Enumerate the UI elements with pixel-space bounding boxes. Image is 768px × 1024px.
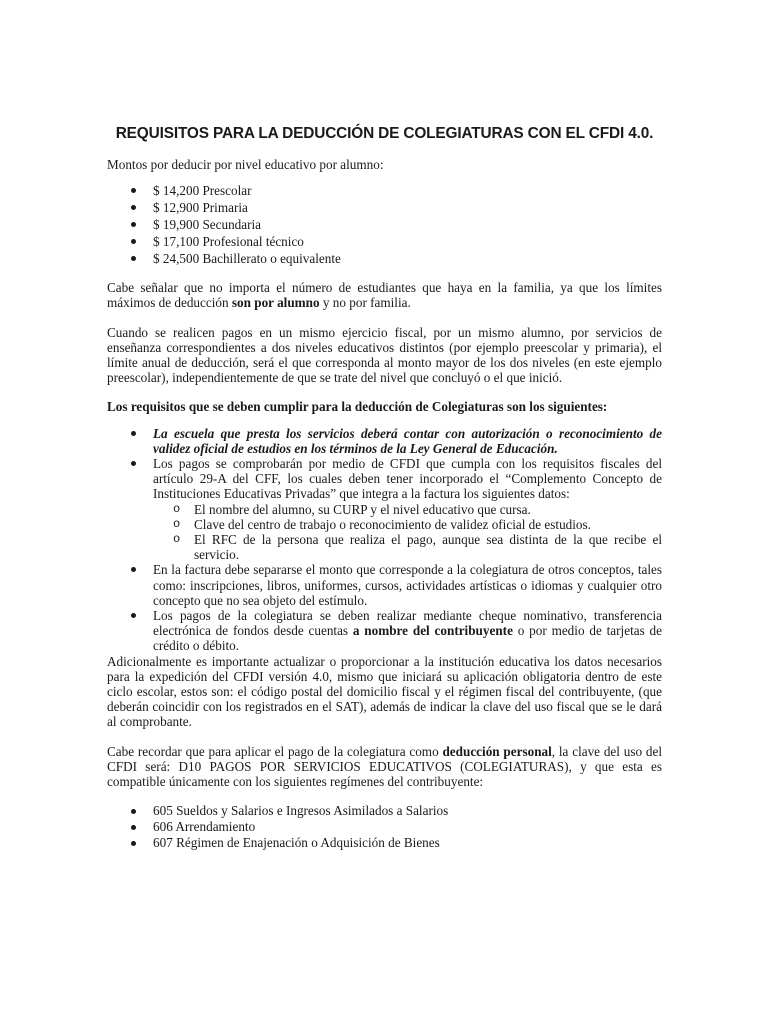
sublist-item: o El RFC de la persona que realiza el pago, aunque sea distinta de la que recibe el servicio. (153, 532, 662, 562)
requirements-list (107, 426, 662, 654)
amounts-intro: Montos por deducir por nivel educativo por alumno: (107, 157, 384, 172)
list-item: $ 19,900 Secundaria (107, 216, 662, 233)
requirement-item (107, 608, 662, 654)
sublist-item: o El nombre del alumno, su CURP y el nivel educativo que cursa. (153, 502, 662, 517)
text-run: y no por familia. (319, 295, 411, 311)
list-item: 607 Régimen de Enajenación o Adquisición de Bienes (107, 835, 662, 851)
emphasis: deducción personal (442, 743, 552, 759)
requirement-item: En la factura debe separarse el monto que corresponde a la colegiatura de otros conceptos, tales como: inscripciones, libros, uniformes, cursos, actividades artísticas o idiomas y cualquier otro concepto que no sea objeto del estímulo. (107, 562, 662, 608)
text-run: Cabe señalar que no importa el número de estudiantes que haya en la familia, ya que los límites máximos de deducción (107, 280, 662, 311)
text-run: Los pagos de la colegiatura se deben realizar mediante cheque nominativo, transferencia electrónica de fondos desde cuentas (153, 608, 662, 639)
cfdi-data-sublist (153, 502, 662, 563)
list-item: $ 12,900 Primaria (107, 199, 662, 216)
two-levels-paragraph: Cuando se realicen pagos en un mismo ejercicio fiscal, por un mismo alumno, por servicios de enseñanza correspondientes a dos niveles educativos distintos (por ejemplo preescolar y primaria), el límite anual de deducción, será el que corresponda al monto mayor de los dos niveles (en este ejemplo preescolar), independientemente de que se trate del nivel que concluyó o el que inició. (107, 324, 662, 386)
requirement-item (107, 456, 662, 562)
emphasis: son por alumno (231, 295, 320, 311)
cfdi-update-paragraph: Adicionalmente es importante actualizar o proporcionar a la institución educativa los datos necesarios para la expedición del CFDI versión 4.0, mismo que iniciará su aplicación obligatoria dentro de este ciclo escolar, estos son: el código postal del domicilio fiscal y el régimen fiscal del contribuyente, (que deberán coincidir con los registrados en el SAT), además de indicar la clave del uso fiscal que se le dará al comprobante. (107, 653, 662, 730)
list-item: $ 14,200 Prescolar (107, 182, 662, 199)
amounts-list (107, 182, 662, 267)
list-item: $ 24,500 Bachillerato o equivalente (107, 250, 662, 267)
emphasis: a nombre del contribuyente (352, 623, 513, 639)
regimes-list (107, 803, 662, 851)
requirement-text: Los pagos se comprobarán por medio de CFDI que cumpla con los requisitos fiscales del artículo 29-A del CFF, los cuales deben tener incorporado el “Complemento Concepto de Instituciones Educativas Privadas” que integra a la factura los siguientes datos: (153, 456, 662, 502)
text-run: o por medio de tarjetas de crédito o débito. (153, 623, 662, 654)
list-item: $ 17,100 Profesional técnico (107, 233, 662, 250)
deduction-usage-paragraph (107, 744, 662, 790)
list-item: 606 Arrendamiento (107, 819, 662, 835)
requirement-text: La escuela que presta los servicios deberá contar con autorización o reconocimiento de validez oficial de estudios en los términos de la Ley General de Educación. (153, 425, 662, 456)
list-item: 605 Sueldos y Salarios e Ingresos Asimilados a Salarios (107, 803, 662, 819)
text-run: Cabe recordar que para aplicar el pago de la colegiatura como (107, 743, 443, 759)
per-student-paragraph (107, 280, 662, 310)
sublist-item: o Clave del centro de trabajo o reconocimiento de validez oficial de estudios. (153, 517, 662, 532)
document-title: REQUISITOS PARA LA DEDUCCIÓN DE COLEGIATURAS CON EL CFDI 4.0. (115, 125, 654, 142)
requirements-heading: Los requisitos que se deben cumplir para la deducción de Colegiaturas son los siguientes: (107, 399, 608, 415)
requirement-item (107, 426, 662, 456)
text-run: , la clave del uso del CFDI será: D10 PAGOS POR SERVICIOS EDUCATIVOS (COLEGIATURAS), y que esta es compatible únicamente con los siguientes regímenes del contribuyente: (107, 743, 662, 790)
